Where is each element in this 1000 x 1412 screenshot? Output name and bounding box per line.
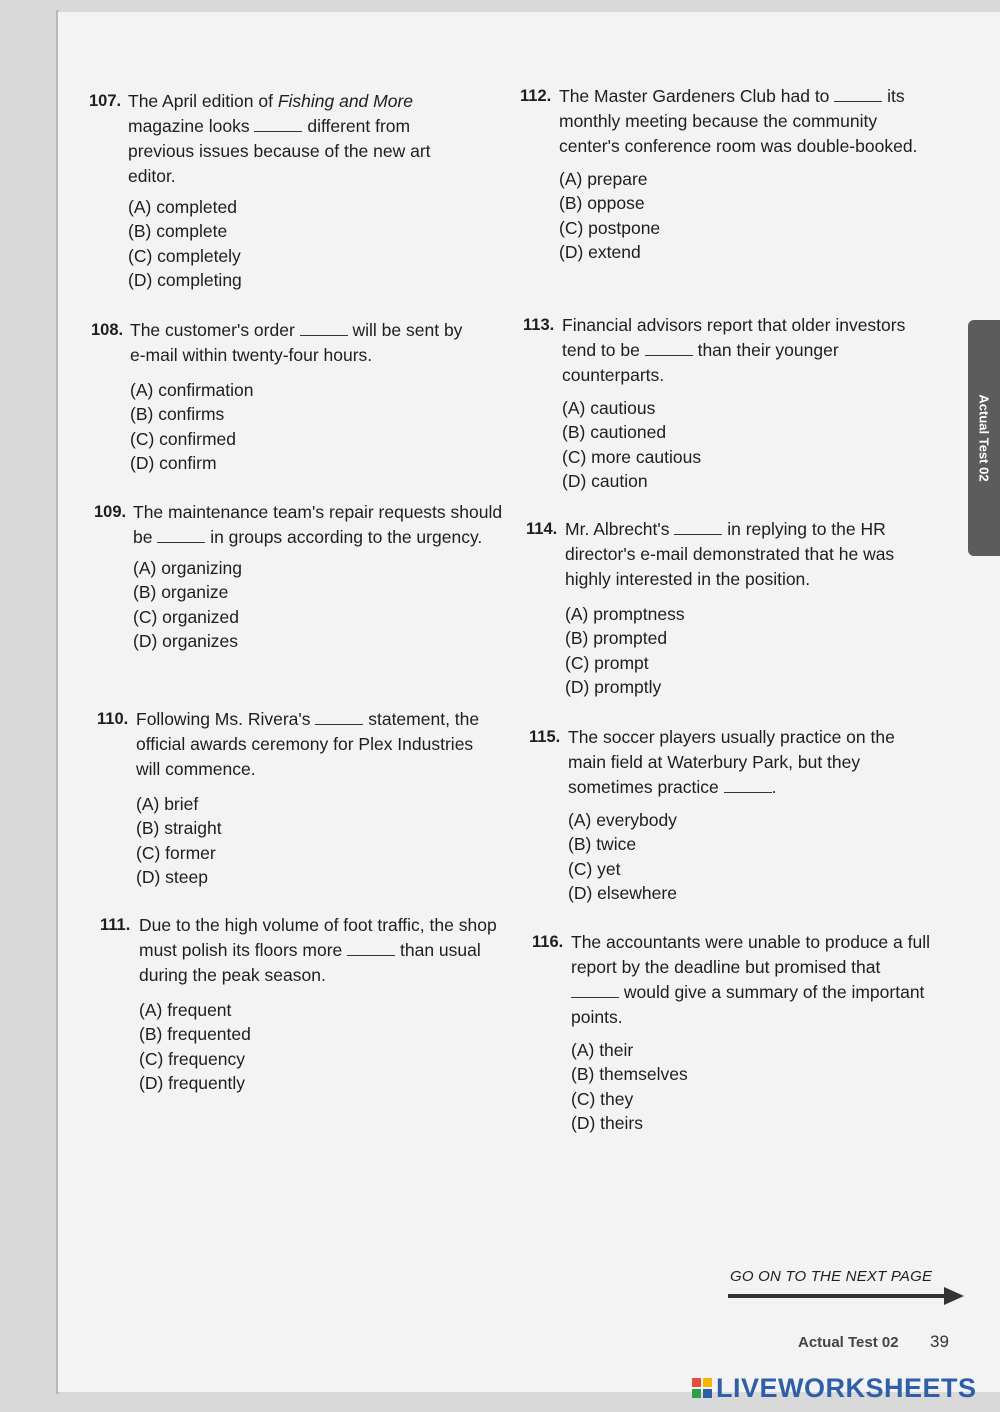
option-a[interactable]: (A) frequent <box>139 1000 232 1020</box>
option-b[interactable]: (B) organize <box>133 582 229 603</box>
question-number: 112. <box>520 87 552 105</box>
answer-blank[interactable] <box>157 528 205 543</box>
option-d[interactable]: (D) completing <box>128 269 242 290</box>
question-115 <box>529 725 929 905</box>
question-114 <box>526 517 936 699</box>
answer-options <box>565 602 936 699</box>
question-stem: The Master Gardeners Club had to its monthly meeting because the community center's conference room was double-booked. <box>559 86 918 156</box>
option-b[interactable]: (B) cautioned <box>562 422 667 443</box>
question-stem: The April edition of Fishing and More magazine looks different from previous issues because of the new art editor. <box>128 91 431 186</box>
question-113 <box>523 313 913 493</box>
option-a[interactable]: (A) promptness <box>565 604 685 624</box>
option-d[interactable]: (D) elsewhere <box>568 882 677 903</box>
arrow-right-icon <box>728 1286 968 1306</box>
page-number: 39 <box>930 1332 949 1351</box>
question-108 <box>91 318 481 475</box>
option-c[interactable]: (C) postpone <box>559 217 661 238</box>
answer-blank[interactable] <box>347 941 395 956</box>
option-a[interactable]: (A) prepare <box>559 169 648 189</box>
answer-blank[interactable] <box>300 321 348 336</box>
option-b[interactable]: (B) complete <box>128 221 228 242</box>
option-a[interactable]: (A) brief <box>136 794 199 814</box>
option-b[interactable]: (B) oppose <box>559 193 645 214</box>
option-c[interactable]: (C) more cautious <box>562 446 702 467</box>
option-c[interactable]: (C) frequency <box>139 1048 246 1069</box>
option-b[interactable]: (B) twice <box>568 834 637 855</box>
question-110 <box>97 707 497 889</box>
answer-options <box>130 378 481 475</box>
question-number: 109. <box>94 503 127 521</box>
option-c[interactable]: (C) organized <box>133 606 240 627</box>
question-stem: Mr. Albrecht's in replying to the HR director's e-mail demonstrated that he was highly interested in the position. <box>565 519 895 589</box>
option-d[interactable]: (D) caution <box>562 470 648 491</box>
question-number: 111. <box>100 916 131 934</box>
answer-blank[interactable] <box>315 710 363 725</box>
option-b[interactable]: (B) confirms <box>130 404 225 425</box>
question-stem: Financial advisors report that older investors tend to be than their younger counterparts. <box>562 315 906 385</box>
answer-options <box>139 998 500 1095</box>
liveworksheets-watermark: LIVEWORKSHEETS <box>716 1373 977 1403</box>
answer-blank[interactable] <box>834 87 882 102</box>
option-b[interactable]: (B) themselves <box>571 1064 688 1085</box>
option-b[interactable]: (B) frequented <box>139 1024 251 1045</box>
option-a[interactable]: (A) their <box>571 1040 634 1060</box>
question-stem: The customer's order will be sent by e-mail within twenty-four hours. <box>130 320 463 365</box>
question-number: 108. <box>91 321 124 339</box>
option-d[interactable]: (D) organizes <box>133 630 239 651</box>
answer-blank[interactable] <box>254 117 302 132</box>
question-109 <box>94 500 514 653</box>
question-107 <box>89 89 479 292</box>
option-b[interactable]: (B) straight <box>136 818 222 839</box>
question-number: 110. <box>97 710 129 728</box>
answer-options <box>571 1038 932 1135</box>
option-c[interactable]: (C) confirmed <box>130 428 236 449</box>
answer-blank[interactable] <box>674 520 722 535</box>
question-116 <box>532 930 932 1135</box>
option-d[interactable]: (D) frequently <box>139 1072 246 1093</box>
answer-options <box>136 792 497 889</box>
option-c[interactable]: (C) yet <box>568 858 621 879</box>
option-c[interactable]: (C) prompt <box>565 652 649 673</box>
question-number: 114. <box>526 520 558 538</box>
footer-title: Actual Test 02 <box>798 1334 899 1351</box>
option-d[interactable]: (D) theirs <box>571 1112 643 1133</box>
answer-options <box>128 195 479 292</box>
option-a[interactable]: (A) everybody <box>568 810 677 830</box>
option-d[interactable]: (D) steep <box>136 866 208 887</box>
option-d[interactable]: (D) promptly <box>565 676 662 697</box>
question-stem: The soccer players usually practice on the main field at Waterbury Park, but they sometimes practice . <box>568 727 895 797</box>
answer-blank[interactable] <box>724 778 772 793</box>
answer-blank[interactable] <box>571 983 619 998</box>
question-111 <box>100 913 500 1095</box>
option-a[interactable]: (A) completed <box>128 197 237 217</box>
answer-options <box>133 556 514 653</box>
question-stem: The maintenance team's repair requests should be in groups according to the urgency. <box>133 502 503 547</box>
option-c[interactable]: (C) completely <box>128 245 241 266</box>
option-a[interactable]: (A) confirmation <box>130 380 254 400</box>
go-on-text: GO ON TO THE NEXT PAGE <box>730 1268 933 1285</box>
option-b[interactable]: (B) prompted <box>565 628 668 649</box>
option-a[interactable]: (A) organizing <box>133 558 242 578</box>
answer-options <box>562 396 913 493</box>
answer-blank[interactable] <box>645 341 693 356</box>
option-d[interactable]: (D) confirm <box>130 452 217 473</box>
question-number: 113. <box>523 316 555 334</box>
question-number: 116. <box>532 933 564 951</box>
question-number: 115. <box>529 728 561 746</box>
answer-options <box>559 167 920 264</box>
question-stem: Due to the high volume of foot traffic, the shop must polish its floors more than usual during the peak season. <box>139 915 497 985</box>
side-tab-label: Actual Test 02 <box>976 394 992 482</box>
question-112 <box>520 84 920 264</box>
question-stem: The accountants were unable to produce a full report by the deadline but promised that would give a summary of the important points. <box>571 932 930 1027</box>
liveworksheets-logo-icon <box>692 1378 712 1398</box>
option-c[interactable]: (C) former <box>136 842 216 863</box>
option-d[interactable]: (D) extend <box>559 241 641 262</box>
answer-options <box>568 808 929 905</box>
option-a[interactable]: (A) cautious <box>562 398 656 418</box>
question-number: 107. <box>89 92 122 110</box>
option-c[interactable]: (C) they <box>571 1088 634 1109</box>
question-stem: Following Ms. Rivera's statement, the official awards ceremony for Plex Industries will commence. <box>136 709 480 779</box>
